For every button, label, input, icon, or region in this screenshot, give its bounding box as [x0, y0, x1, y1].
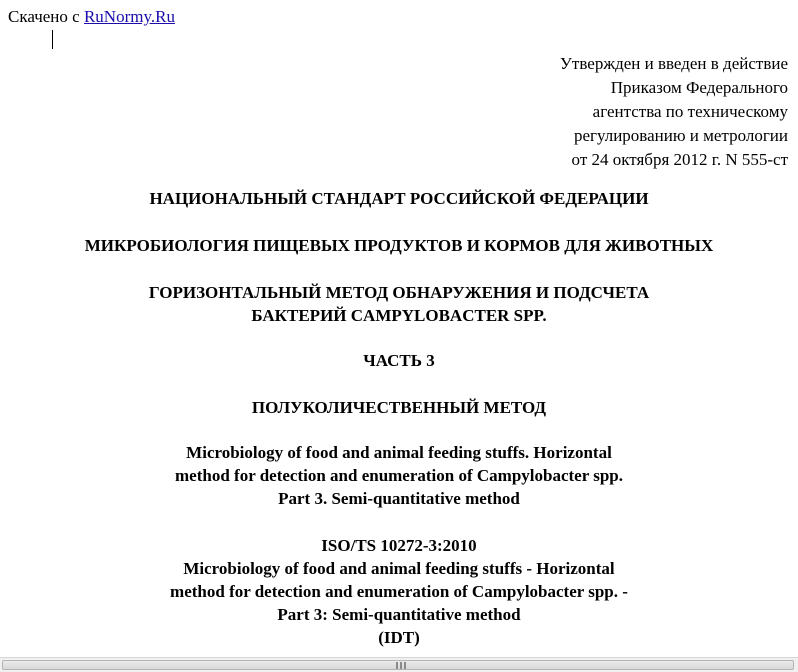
- text-cursor: [52, 30, 53, 49]
- iso-title-line: Microbiology of food and animal feeding stuffs - Horizontal: [183, 559, 615, 578]
- english-title-block: [0, 441, 798, 510]
- part-title-text: ПОЛУКОЛИЧЕСТВЕННЫЙ МЕТОД: [251, 398, 547, 417]
- grip-icon: [396, 662, 406, 669]
- field-title-heading: [0, 234, 798, 257]
- approval-line: регулированию и метрологии: [573, 126, 788, 145]
- iso-title-line: Part 3: Semi-quantitative method: [277, 605, 521, 624]
- scrollbar-thumb[interactable]: [2, 660, 794, 670]
- method-title-line: ГОРИЗОНТАЛЬНЫЙ МЕТОД ОБНАРУЖЕНИЯ И ПОДСЧЕТА: [148, 283, 650, 302]
- approval-line: Утвержден и введен в действие: [559, 54, 788, 73]
- horizontal-scrollbar[interactable]: [0, 657, 798, 672]
- iso-block: [0, 534, 798, 649]
- download-prefix: Скачено с: [8, 7, 80, 26]
- download-source-line: [8, 6, 175, 27]
- approval-line: агентства по техническому: [592, 102, 788, 121]
- part-title-heading: [0, 396, 798, 419]
- national-standard-text: НАЦИОНАЛЬНЫЙ СТАНДАРТ РОССИЙСКОЙ ФЕДЕРАЦИИ: [149, 189, 649, 208]
- english-title-line: Microbiology of food and animal feeding stuffs. Horizontal: [186, 443, 612, 462]
- part-text: ЧАСТЬ 3: [363, 351, 435, 370]
- approval-line: Приказом Федерального: [610, 78, 788, 97]
- identity-marker: (IDT): [378, 628, 420, 647]
- iso-title-line: method for detection and enumeration of Campylobacter spp. -: [170, 582, 628, 601]
- approval-line: от 24 октября 2012 г. N 555-ст: [571, 150, 788, 169]
- english-title-line: method for detection and enumeration of Campylobacter spp.: [175, 466, 623, 485]
- national-standard-heading: [0, 187, 798, 210]
- english-title-line: Part 3. Semi-quantitative method: [278, 489, 520, 508]
- approval-block: [560, 52, 788, 172]
- runormy-link[interactable]: RuNormy.Ru: [83, 7, 175, 26]
- method-title-line: БАКТЕРИЙ CAMPYLOBACTER SPP.: [251, 306, 547, 325]
- field-title-text: МИКРОБИОЛОГИЯ ПИЩЕВЫХ ПРОДУКТОВ И КОРМОВ ДЛЯ ЖИВОТНЫХ: [84, 236, 714, 255]
- method-title-heading: [0, 281, 798, 327]
- part-heading: [0, 349, 798, 372]
- iso-reference: ISO/TS 10272-3:2010: [321, 536, 477, 555]
